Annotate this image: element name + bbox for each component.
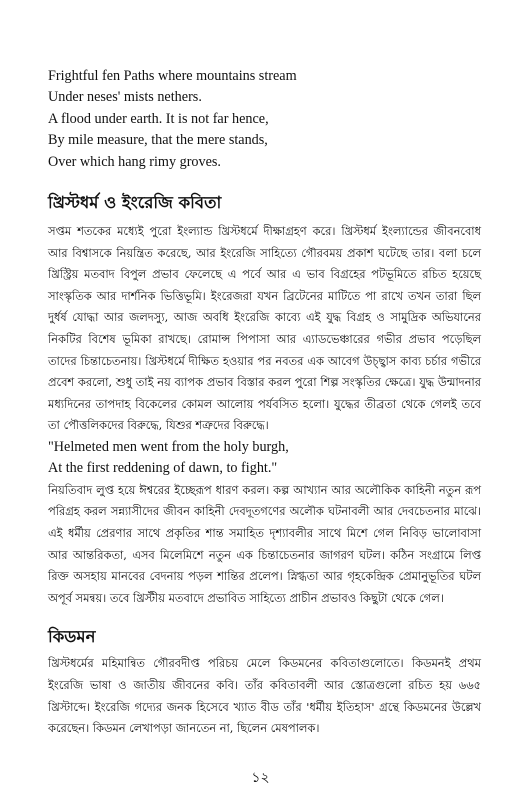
quote-line: At the first reddening of dawn, to fight."	[48, 460, 278, 477]
section-heading-caedmon: কিডমন	[48, 627, 96, 647]
verse-line: Over which hang rimy groves.	[48, 153, 221, 170]
quote-line: "Helmeted men went from the holy burgh,	[48, 438, 289, 455]
paragraph-christianity-2: নিয়তিবাদ লুপ্ত হয়ে ঈশ্বরের ইচ্ছেরূপ ধারণ করল। কল্প আখ্যান আর অলৌকিক কাহিনী নতুন রূপ পরিগ্রহ করল সন্ন্যাসীদের জীবন কাহিনী দেবদূতগণের অলৌক ঘটনাবলী আর দেবচেতনার মাঝে। এই ধর্মীয় প্রেরণার সাথে প্রকৃতির শান্ত সমাহিত দৃশ্যাবলীর সাথে মিশে গেল নিবিড় ভালোবাসা আর আন্তরিকতা, এসব মিলেমিশে নতুন এক চিন্তাচেতনার জাগরণ ঘটল। কঠিন সংগ্রামে লিপ্ত রিক্ত অসহায় মানবের বেদনায় পড়ল শান্তির প্রলেপ। স্নিগ্ধতা আর গৃহকেন্দ্রিক প্রেমানুভূতির ঘটল অপূর্ব সমন্বয়। তবে খ্রিস্টীয় মতবাদে প্রভাবিত সাহিত্যে প্রাচীন প্রভাবও কিছুটা থেকে গেল।	[48, 482, 481, 605]
paragraph-christianity-1: সপ্তম শতকের মধ্যেই পুরো ইংল্যান্ড খ্রিস্টধর্মে দীক্ষাগ্রহণ করে। খ্রিস্টধর্ম ইংল্যান্ডের জীবনবোধ আর বিশ্বাসকে নিয়ন্ত্রিত করেছে, আর ইংরেজি সাহিত্যে গৌরবময় প্রকাশ ঘটেছে তার। বলা চলে খ্রিস্ট্রিয় মতবাদ বিপুল প্রভাব ফেলেছে এ পর্বে আর এ ভাব বিগ্রহের পটভূমিতে রচিত হয়েছে সাংস্কৃতিক আর দার্শনিক ভিত্তিভূমি। ইংরেজরা যখন ব্রিটেনের মাটিতে পা রাখে তখন তারা ছিল দুর্ধর্ষ যোদ্ধা আর জলদস্যু, আজ অবধি ইংরেজি কাব্যে এই যুদ্ধ বিগ্রহ ও সামুদ্রিক অভিযানের নিকটির বিশেষ ভূমিকা রাখছে। রোমান্স পিপাসা আর এ্যাডভেঞ্চারের গভীর প্রভাব পড়েছিল তাদের চিন্তাচেতনায়। খ্রিস্টধর্মে দীক্ষিত হওয়ার পর নবতর এক আবেগ উচ্ছ্বাস কাব্য চর্চার গভীরে প্রবেশ করলো, শুধু তাই নয় ব্যাপক প্রভাব বিস্তার করল পুরো শিল্প সংস্কৃতির ক্ষেত্রে। যুদ্ধ উন্মাদনার মধ্যদিনের তাপদাহ বিকেলের কোমল আলোয় পর্যবসিত হলো। যুদ্ধের তীব্রতা থেকে গেলই তবে তা পৌত্তলিকদের বিরুদ্ধে, যিশুর শত্রুদের বিরুদ্ধে।	[48, 224, 481, 433]
verse-line: By mile measure, that the mere stands,	[48, 132, 268, 149]
verse-line: Under neses' mists nethers.	[48, 89, 202, 106]
quote-block	[48, 437, 481, 480]
verse-line: Frightful fen Paths where mountains stream	[48, 68, 297, 84]
paragraph-caedmon: খ্রিস্টধর্মের মহিমান্বিত গৌরবদীপ্ত পরিচয় মেলে কিডমনের কবিতাগুলোতে। কিডমনই প্রথম ইংরেজি ভাষা ও জাতীয় জীবনের কবি। তাঁর কবিতাবলী আর স্তোত্রগুলো রচিত হয় ৬৬৫ খ্রিস্টাব্দে। ইংরেজি গদ্যের জনক হিসেবে খ্যাত বীড তাঁর 'ধর্মীয় ইতিহাস' গ্রন্থে কিডমনের উল্লেখ করেছেন। কিডমন লেখাপড়া জানতেন না, ছিলেন মেষপালক।	[48, 656, 481, 736]
page-number: ১২	[251, 770, 270, 786]
verse-line: A flood under earth. It is not far hence,	[48, 110, 269, 127]
section-heading-christianity: খ্রিস্টধর্ম ও ইংরেজি কবিতা	[48, 193, 222, 213]
verse-block	[48, 66, 481, 173]
